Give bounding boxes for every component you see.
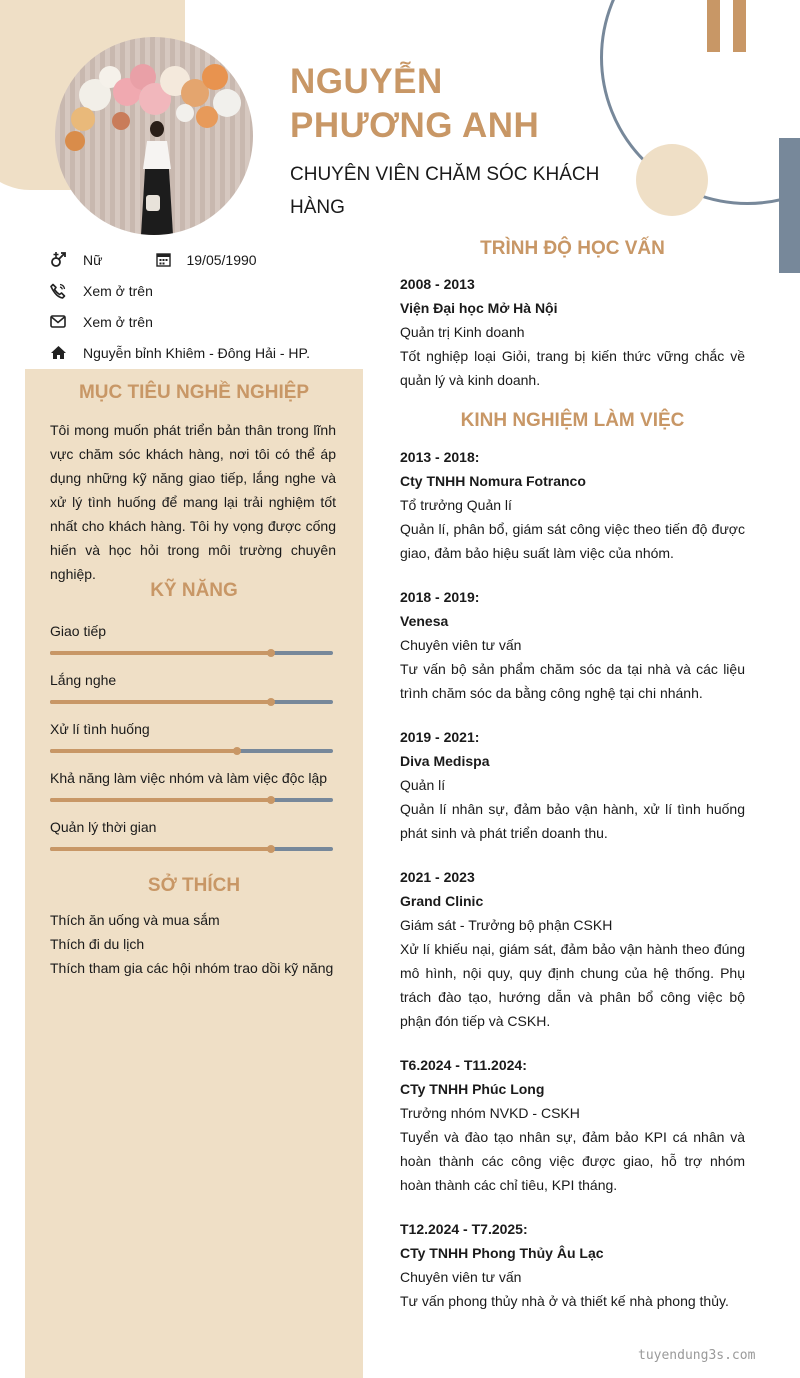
skill-bar [50, 847, 333, 851]
skill-bar-knob [267, 698, 275, 706]
job-desc: Tư vấn phong thủy nhà ở và thiết kế nhà phong thủy. [400, 1293, 729, 1309]
decor-dot [636, 144, 708, 216]
job-desc: Quản lí, phân bổ, giám sát công việc theo tiến độ được giao, đảm bảo hiệu suất làm việc của nhóm. [400, 521, 745, 561]
email-value: Xem ở trên [83, 313, 153, 330]
job-role: Giám sát - Trưởng bộ phận CSKH [400, 917, 613, 933]
job-desc: Quản lí nhân sự, đảm bảo vận hành, xử lí tình huống phát sinh và phát triển doanh thu. [400, 801, 745, 841]
hobbies-title: SỞ THÍCH [147, 875, 241, 896]
skill-bar-fill [50, 749, 237, 753]
job-role: Trưởng nhóm NVKD - CSKH [400, 1105, 580, 1121]
avatar [55, 37, 253, 235]
job-company: CTy TNHH Phúc Long [400, 1081, 545, 1097]
job-entry [400, 865, 745, 1033]
job-period: 2013 - 2018: [400, 449, 480, 465]
contact-info [50, 244, 370, 368]
job-desc: Tuyển và đào tạo nhân sự, đảm bảo KPI cá nhân và hoàn thành các công việc được giao, hỗ trợ nhóm hoàn thành các chỉ tiêu, KPI tháng. [400, 1129, 745, 1193]
job-role: Chuyên viên tư vấn [400, 637, 522, 653]
job-entry [400, 725, 745, 845]
hobby-item: Thích đi du lịch [50, 936, 145, 952]
birthdate-value: 19/05/1990 [186, 251, 257, 268]
decor-bar [733, 0, 746, 52]
skill-label: Xử lí tình huống [50, 721, 150, 737]
skill-item [50, 620, 336, 669]
objective-text: Tôi mong muốn phát triển bản thân trong lĩnh vực chăm sóc khách hàng, nơi tôi có thể áp dụng những kỹ năng giao tiếp, lắng nghe và xử lý tình huống để mang lại trải nghiệm tốt nhất cho khách hàng. Tôi hy vọng được cống hiến và học hỏi trong môi trường chuyên nghiệp. [50, 422, 336, 582]
contact-row-email [50, 306, 370, 337]
contact-row-gender-birthdate [50, 244, 370, 275]
skill-bar [50, 798, 333, 802]
hobby-item: Thích ăn uống và mua sắm [50, 912, 220, 928]
skill-bar [50, 651, 333, 655]
address-value: Nguyễn bỉnh Khiêm - Đông Hải - HP. [83, 344, 310, 361]
education-desc: Tốt nghiệp loại Giỏi, trang bị kiến thức vững chắc về quản lý và kinh doanh. [400, 348, 745, 388]
home-icon [50, 345, 83, 360]
job-period: T6.2024 - T11.2024: [400, 1057, 527, 1073]
gender-value: Nữ [83, 251, 103, 268]
skills-list [50, 620, 336, 865]
job-role: Chuyên viên tư vấn [400, 1269, 522, 1285]
skill-bar-fill [50, 847, 271, 851]
decor-bar [707, 0, 720, 52]
skill-item [50, 669, 336, 718]
education-entry [400, 272, 745, 392]
skill-bar-knob [267, 845, 275, 853]
skill-bar-knob [267, 649, 275, 657]
education-title: TRÌNH ĐỘ HỌC VẤN [480, 238, 665, 259]
job-role: Tổ trưởng Quản lí [400, 497, 512, 513]
education-major: Quản trị Kinh doanh [400, 324, 525, 340]
job-company: Diva Medispa [400, 753, 490, 769]
skill-item [50, 816, 336, 865]
skill-bar-fill [50, 651, 271, 655]
education-school: Viện Đại học Mở Hà Nội [400, 300, 558, 316]
gender-icon [50, 251, 83, 268]
job-period: 2021 - 2023 [400, 869, 475, 885]
skill-bar [50, 700, 333, 704]
skill-bar-knob [233, 747, 241, 755]
hobbies-list [50, 908, 336, 980]
job-period: 2019 - 2021: [400, 729, 480, 745]
contact-row-address [50, 337, 370, 368]
email-icon [50, 315, 83, 328]
experience-title: KINH NGHIỆM LÀM VIỆC [460, 410, 685, 431]
skill-bar-fill [50, 798, 271, 802]
contact-row-phone [50, 275, 370, 306]
job-desc: Tư vấn bộ sản phẩm chăm sóc da tại nhà và các liệu trình chăm sóc da bằng công nghệ tại chi nhánh. [400, 661, 745, 701]
job-entry [400, 1053, 745, 1197]
skill-bar [50, 749, 333, 753]
job-company: CTy TNHH Phong Thủy Âu Lạc [400, 1245, 604, 1261]
job-entry [400, 585, 745, 705]
skill-item [50, 767, 336, 816]
education-period: 2008 - 2013 [400, 276, 475, 292]
skill-bar-fill [50, 700, 271, 704]
job-entry [400, 445, 745, 565]
job-title: CHUYÊN VIÊN CHĂM SÓC KHÁCH HÀNG [290, 164, 600, 218]
avatar-photo [55, 37, 253, 235]
skill-label: Giao tiếp [50, 623, 107, 639]
job-role: Quản lí [400, 777, 446, 793]
objective-title: MỤC TIÊU NGHỀ NGHIỆP [78, 382, 310, 403]
job-entry [400, 1217, 745, 1313]
watermark: tuyendung3s.com [638, 1348, 756, 1363]
skill-label: Khả năng làm việc nhóm và làm việc độc lập [50, 770, 328, 786]
candidate-name: NGUYỄN PHƯƠNG ANH [290, 62, 540, 145]
job-period: 2018 - 2019: [400, 589, 480, 605]
hobby-item: Thích tham gia các hội nhóm trao dồi kỹ năng [50, 960, 334, 976]
skill-item [50, 718, 336, 767]
phone-value: Xem ở trên [83, 282, 153, 299]
skill-label: Quản lý thời gian [50, 819, 157, 835]
skill-label: Lắng nghe [50, 672, 117, 688]
birthdate [156, 252, 256, 268]
skill-bar-knob [267, 796, 275, 804]
phone-icon [50, 283, 83, 299]
skills-title: KỸ NĂNG [150, 580, 238, 601]
job-company: Cty TNHH Nomura Fotranco [400, 473, 586, 489]
calendar-icon [156, 252, 186, 267]
job-company: Grand Clinic [400, 893, 484, 909]
job-period: T12.2024 - T7.2025: [400, 1221, 528, 1237]
experience-list [400, 445, 745, 1333]
job-company: Venesa [400, 613, 449, 629]
job-desc: Xử lí khiếu nại, giám sát, đảm bảo vận hành theo đúng mô hình, nội quy, quy định chung của hệ thống. Phụ trách đào tạo, hướng dẫn và phân bổ công việc bộ phận đón tiếp và CSKH. [400, 941, 745, 1029]
decor-side-bar [779, 138, 800, 273]
